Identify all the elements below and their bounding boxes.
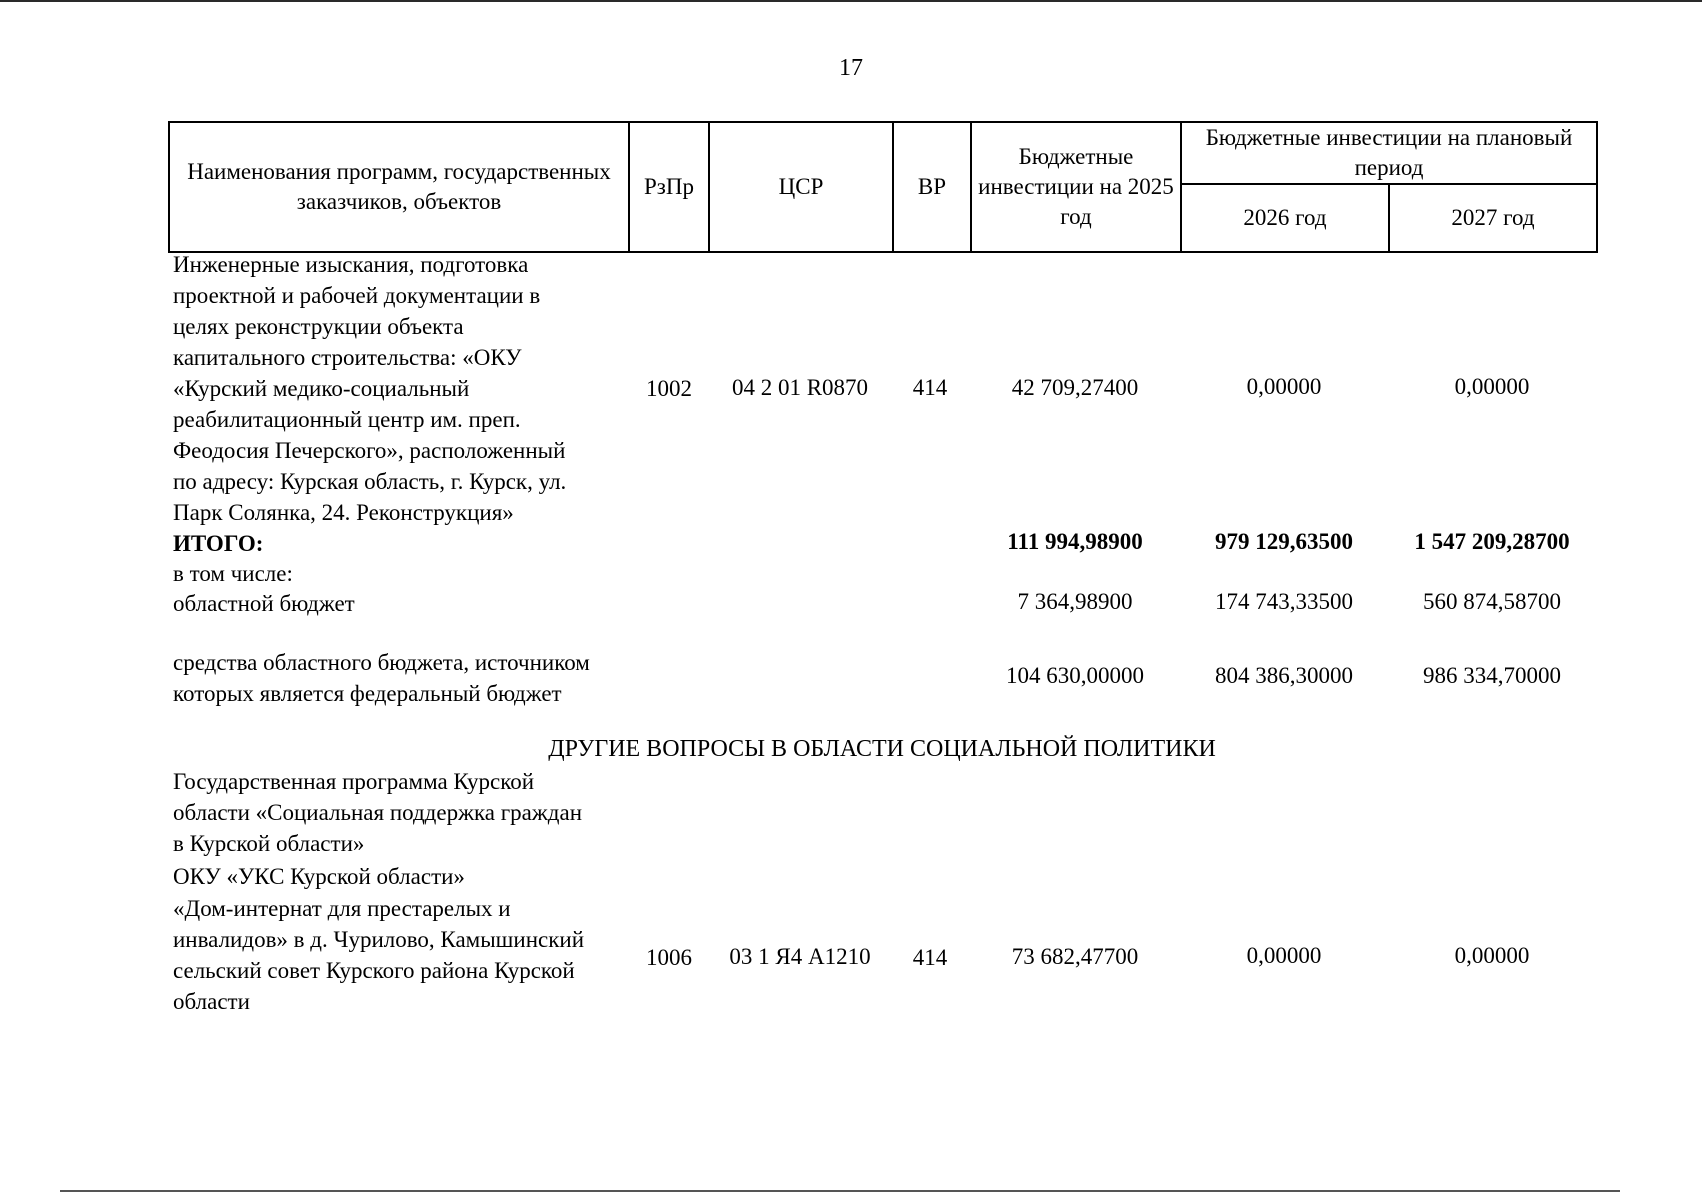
regional-budget-label: областной бюджет [173,591,355,616]
row1-name-line: реабилитационный центр им. преп. [173,407,521,432]
header-planned-period: Бюджетные инвестиции на плановый период [1181,122,1597,184]
row2-name-line: сельский совет Курского района Курской [173,958,575,983]
total-2025-value: 111 994,98900 [1007,529,1143,554]
row2-csr: 03 1 Я4 А1210 [729,944,871,969]
row2-name-line: в Курской области» [173,831,365,856]
header-rzpr-column: РзПр [629,122,709,252]
total-2027-value: 1 547 209,28700 [1414,529,1570,554]
row2-name-line: области «Социальная поддержка граждан [173,800,583,825]
row1-csr: 04 2 01 R0870 [731,375,869,400]
section-title: ДРУГИЕ ВОПРОСЫ В ОБЛАСТИ СОЦИАЛЬНОЙ ПОЛИТИКИ [548,736,1216,762]
total-label: ИТОГО: [173,531,264,556]
regional-2027-value: 560 874,58700 [1423,589,1561,614]
row1-name-line: капитального строительства: «ОКУ [173,345,522,370]
row1-name-line: целях реконструкции объекта [173,314,464,339]
federal-funds-label-line: средства областного бюджета, источником [173,650,590,675]
row2-vr: 414 [912,945,948,970]
row2-2025-value: 73 682,47700 [1011,944,1139,969]
federal-funds-label-line: которых является федеральный бюджет [173,681,562,706]
federal-2027-value: 986 334,70000 [1423,663,1561,688]
row1-rzpr: 1002 [646,376,692,401]
row1-vr: 414 [912,375,948,400]
row1-name-line: Инженерные изыскания, подготовка [173,252,529,277]
row1-name-line: Парк Солянка, 24. Реконструкция» [173,500,514,525]
row1-2027-value: 0,00000 [1454,374,1530,399]
row1-name-line: по адресу: Курская область, г. Курск, ул. [173,469,567,494]
row2-name-line: «Дом-интернат для престарелых и [173,896,511,921]
header-2027-column: 2027 год [1389,184,1597,252]
header-2025-column: Бюджетные инвестиции на 2025 год [971,122,1181,252]
row2-rzpr: 1006 [646,945,692,970]
row1-2025-value: 42 709,27400 [1011,375,1139,400]
row2-name-line: области [173,989,250,1014]
row2-name-line: ОКУ «УКС Курской области» [173,864,465,889]
header-csr-column: ЦСР [709,122,893,252]
table-header [168,121,1598,253]
page-number: 17 [839,55,863,81]
including-label: в том числе: [173,561,293,586]
row1-2026-value: 0,00000 [1246,374,1322,399]
header-2026-column: 2026 год [1181,184,1389,252]
row1-name-line: проектной и рабочей документации в [173,283,541,308]
row1-name-line: «Курский медико-социальный [173,376,470,401]
row2-name-line: инвалидов» в д. Чурилово, Камышинский [173,927,585,952]
total-2026-value: 979 129,63500 [1215,529,1353,554]
federal-2025-value: 104 630,00000 [1006,663,1144,688]
row2-2026-value: 0,00000 [1246,943,1322,968]
row2-name-line: Государственная программа Курской [173,769,535,794]
row2-2027-value: 0,00000 [1454,943,1530,968]
scan-edge-top [0,0,1702,2]
row1-name-line: Феодосия Печерского», расположенный [173,438,566,463]
scan-edge-bottom [60,1190,1620,1192]
regional-2026-value: 174 743,33500 [1215,589,1353,614]
federal-2026-value: 804 386,30000 [1215,663,1353,688]
header-vr-column: ВР [893,122,971,252]
header-name-column: Наименования программ, государственных заказчиков, объектов [169,122,629,252]
regional-2025-value: 7 364,98900 [1017,589,1133,614]
